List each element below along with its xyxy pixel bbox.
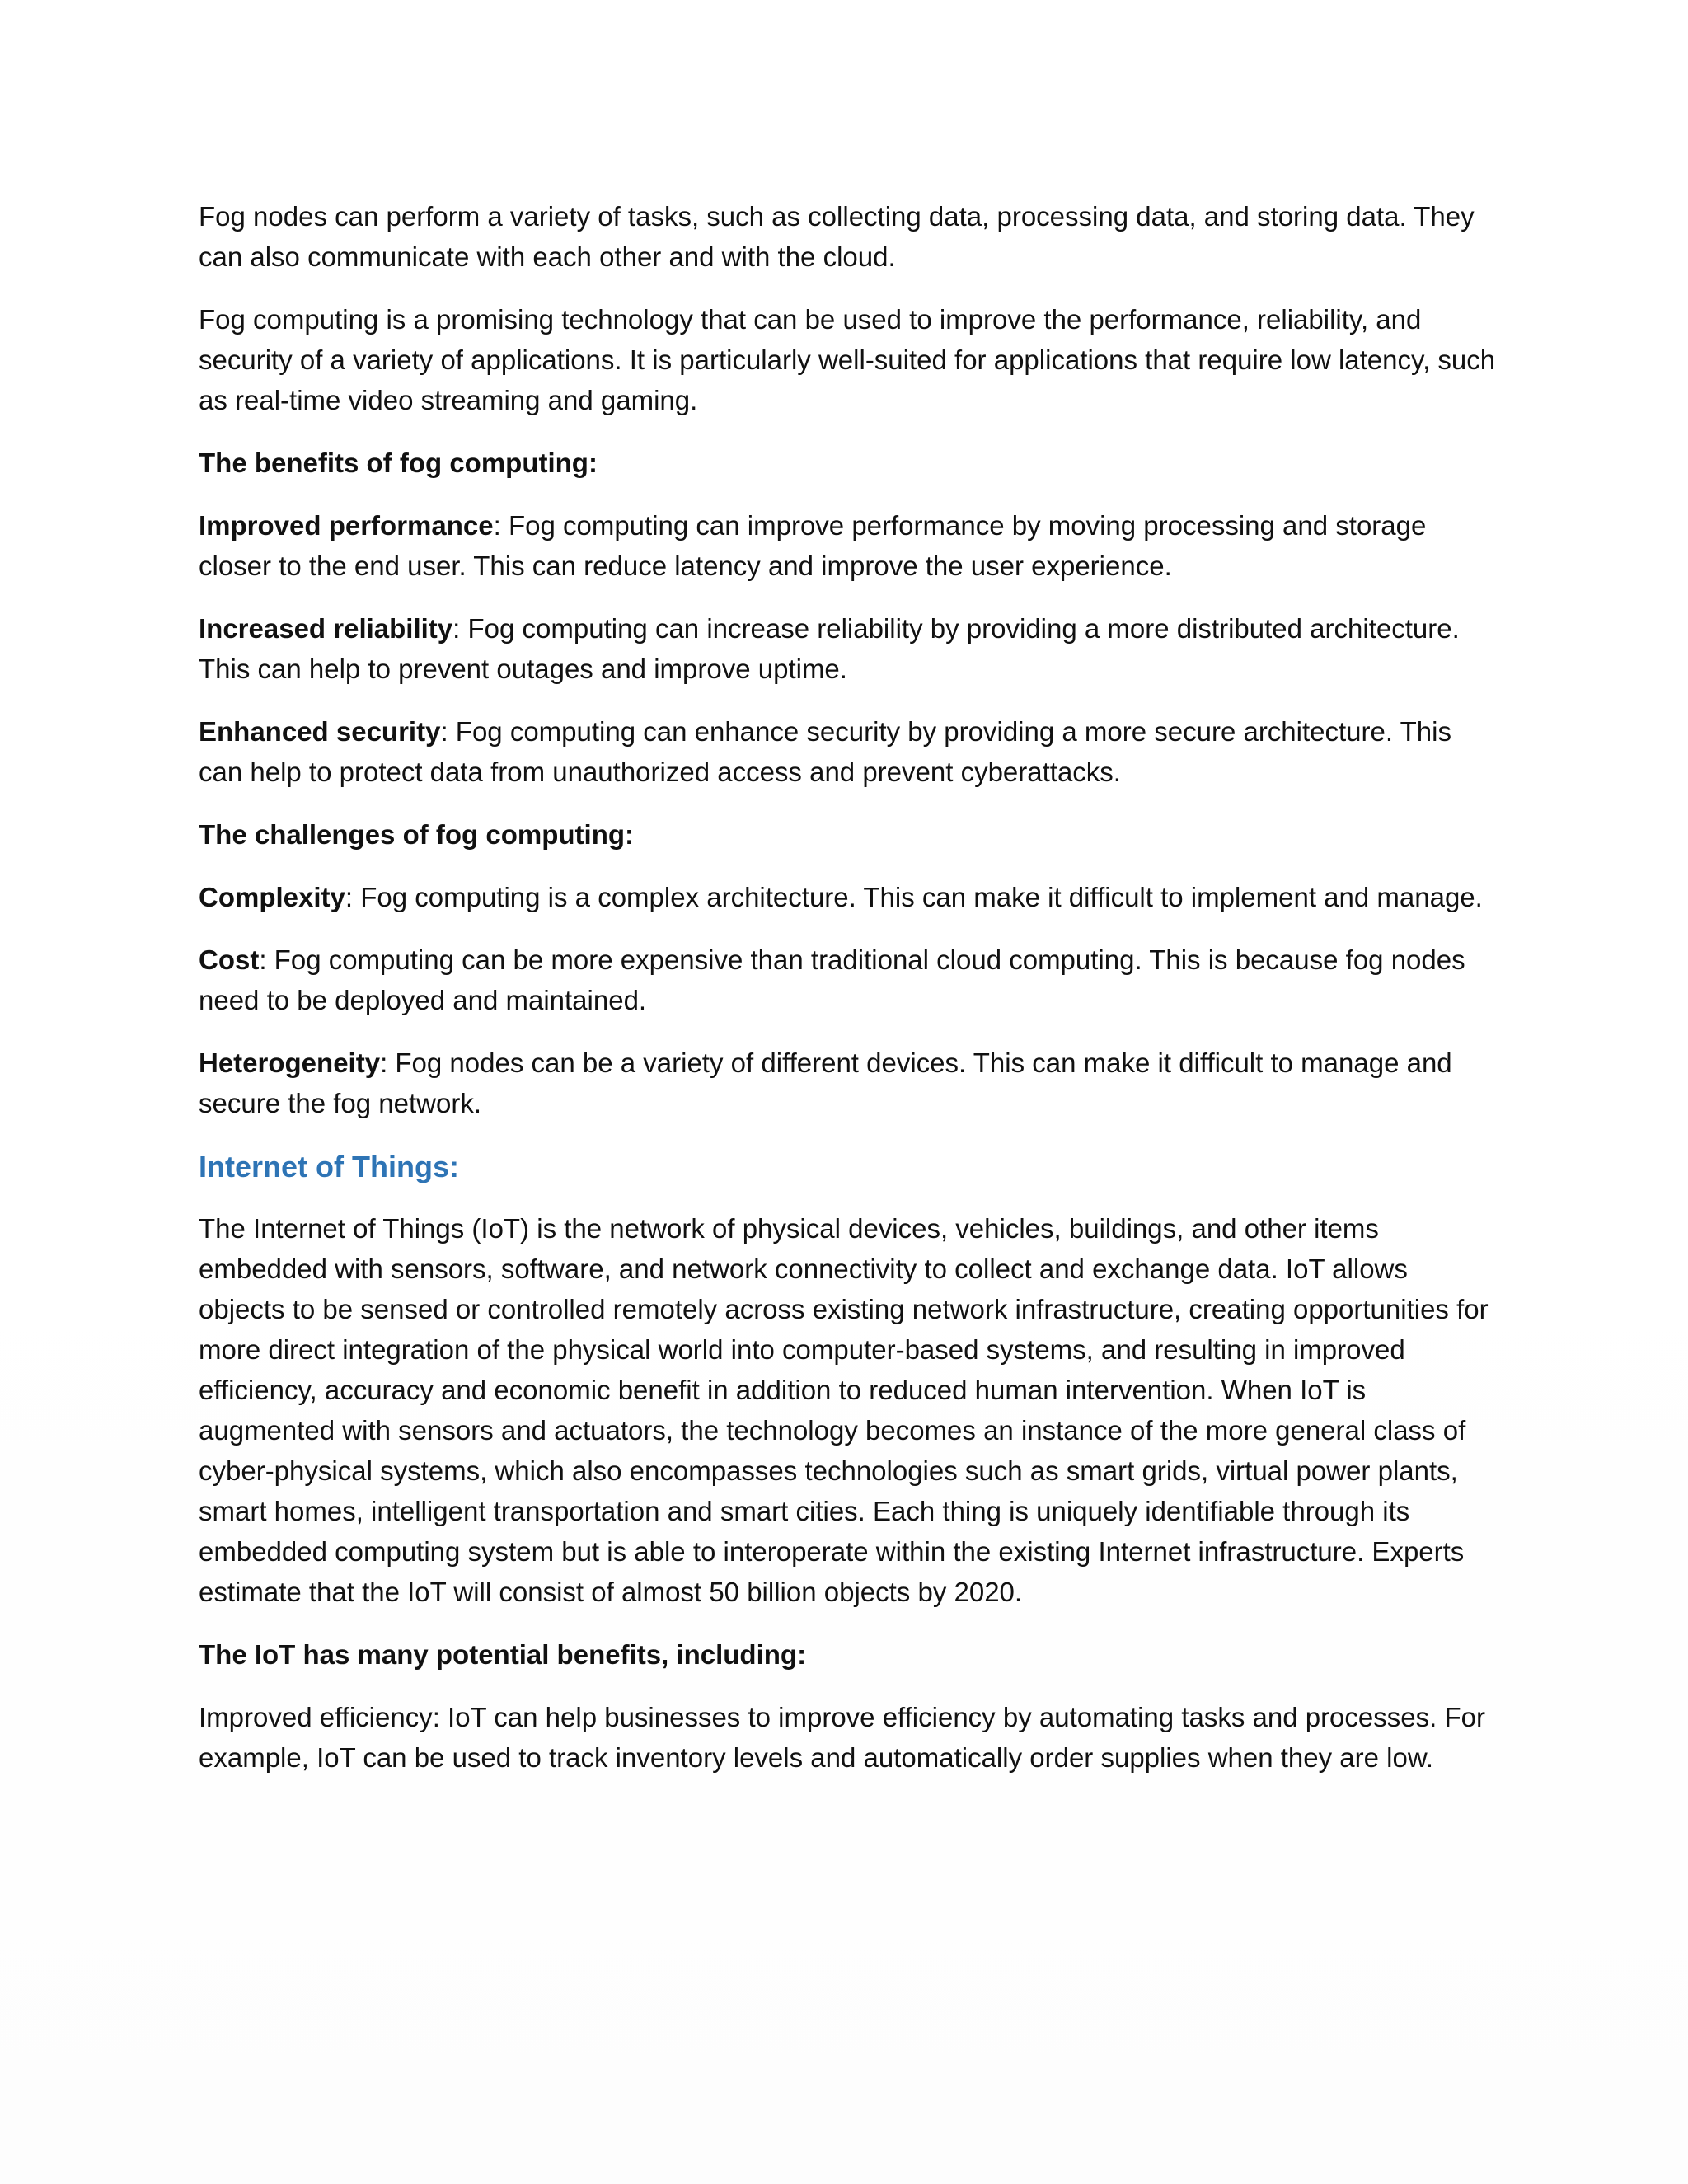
intro-paragraph-fog-promise: Fog computing is a promising technology that can be used to improve the performance, reliability, and security of a variety of applications. It is particularly well-suited for applications that require low latency, such as real-time video streaming and gaming. (199, 304, 1496, 415)
benefit-item-security (199, 711, 1501, 792)
benefits-heading: The benefits of fog computing: (199, 448, 598, 478)
document-body (199, 196, 1501, 1800)
iot-paragraph: The Internet of Things (IoT) is the network of physical devices, vehicles, buildings, and other items embedded with sensors, software, and network connectivity to collect and exchange data. IoT allows objects to be sensed or controlled remotely across existing network infrastructure, creating opportunities for more direct integration of the physical world into computer-based systems, and resulting in improved efficiency, accuracy and economic benefit in addition to reduced human intervention. When IoT is augmented with sensors and actuators, the technology becomes an instance of the more general class of cyber-physical systems, which also encompasses technologies such as smart grids, virtual power plants, smart homes, intelligent transportation and smart cities. Each thing is uniquely identifiable through its embedded computing system but is able to interoperate within the existing Internet infrastructure. Experts estimate that the IoT will consist of almost 50 billion objects by 2020. (199, 1213, 1489, 1607)
benefit-term: Enhanced security (199, 716, 441, 747)
challenge-term: Complexity (199, 882, 345, 912)
challenge-description: : Fog nodes can be a variety of different devices. This can make it difficult to manage and secure the fog network. (199, 1047, 1452, 1118)
iot-benefit-efficiency-paragraph: Improved efficiency: IoT can help businesses to improve efficiency by automating tasks and processes. For example, IoT can be used to track inventory levels and automatically order supplies when they are low. (199, 1702, 1485, 1773)
benefit-description: : Fog computing can enhance security by providing a more secure architecture. This can help to protect data from unauthorized access and prevent cyberattacks. (199, 716, 1451, 787)
challenge-item-cost (199, 940, 1501, 1020)
benefit-term: Improved performance (199, 510, 494, 541)
challenge-description: : Fog computing can be more expensive than traditional cloud computing. This is because fog nodes need to be deployed and maintained. (199, 944, 1465, 1015)
challenge-term: Heterogeneity (199, 1047, 381, 1078)
benefit-description: : Fog computing can improve performance by moving processing and storage closer to the end user. This can reduce latency and improve the user experience. (199, 510, 1427, 581)
challenges-heading: The challenges of fog computing: (199, 819, 634, 850)
benefit-term: Increased reliability (199, 613, 453, 644)
challenge-term: Cost (199, 944, 260, 975)
iot-benefits-heading: The IoT has many potential benefits, including: (199, 1639, 807, 1670)
intro-paragraph-fog-nodes: Fog nodes can perform a variety of tasks, such as collecting data, processing data, and storing data. They can also communicate with each other and with the cloud. (199, 201, 1475, 272)
challenge-description: : Fog computing is a complex architecture. This can make it difficult to implement and manage. (345, 882, 1483, 912)
challenge-item-heterogeneity (199, 1043, 1501, 1123)
benefit-description: : Fog computing can increase reliability by providing a more distributed architecture. This can help to prevent outages and improve uptime. (199, 613, 1460, 684)
challenge-item-complexity (199, 877, 1501, 917)
benefit-item-performance (199, 505, 1501, 586)
section-heading-iot: Internet of Things: (199, 1150, 459, 1183)
benefit-item-reliability (199, 608, 1501, 689)
